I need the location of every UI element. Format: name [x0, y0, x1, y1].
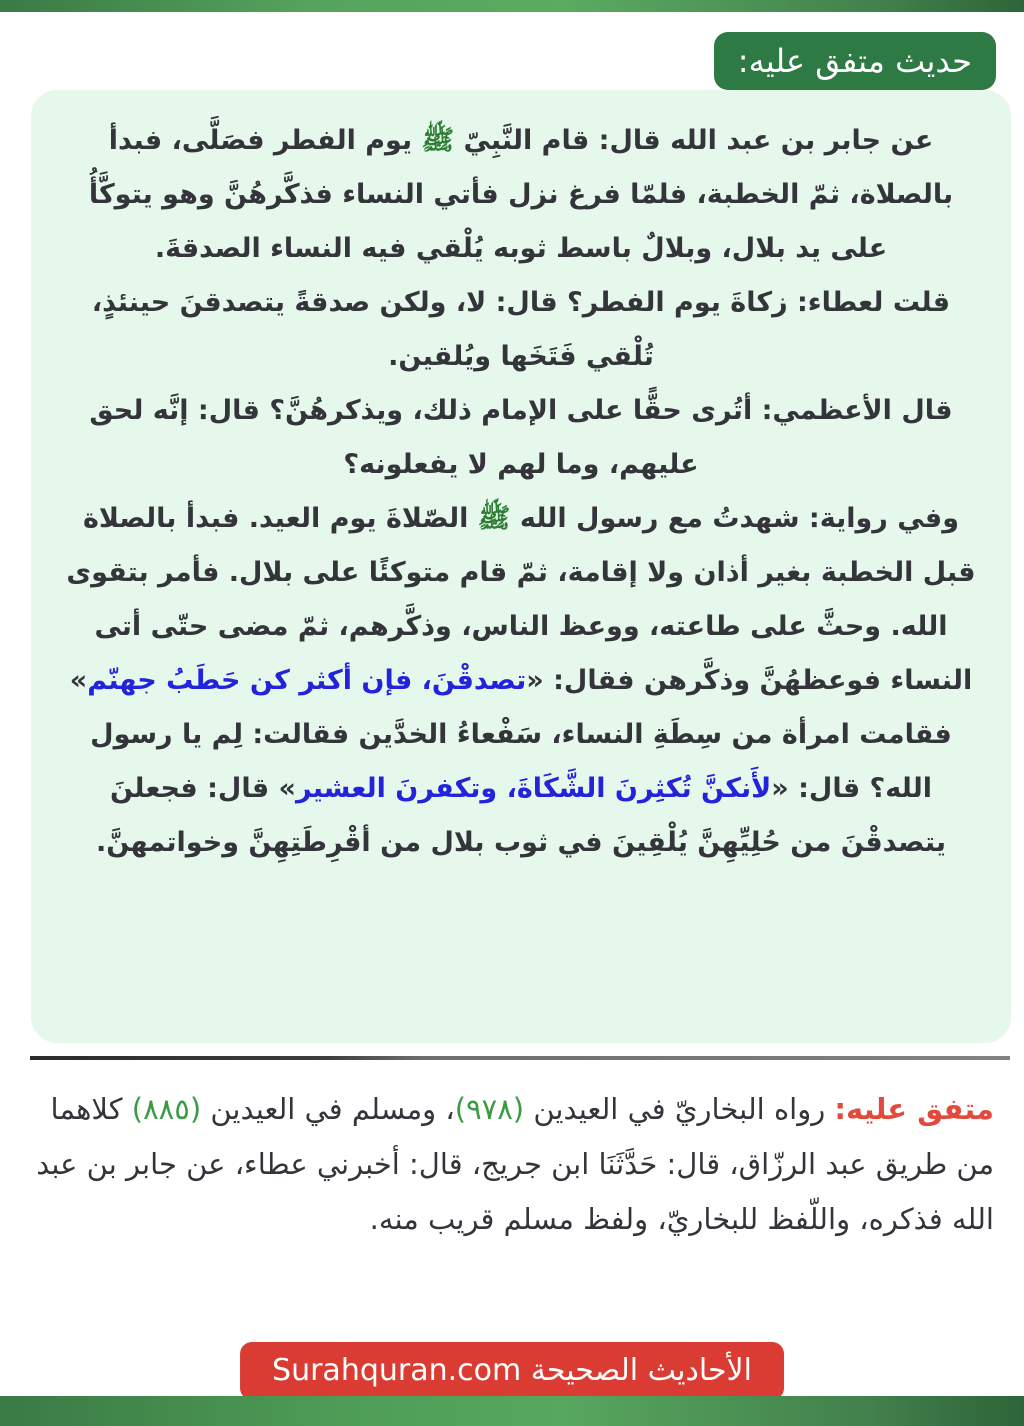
hadith-text: » قال: فجعلنَ يتصدقْنَ من حُلِيِّهِنَّ يُلْقِينَ في ثوب بلال من أقْرِطَتِهِنَّ وخواتمهنَّ. — [95, 773, 947, 858]
top-accent-bar — [0, 0, 1024, 12]
hadith-text: الصّلاةَ يوم العيد. فبدأ بالصلاة قبل الخطبة بغير أذان ولا إقامة، ثمّ قام متوكئًا على بلال. فأمر بتقوى الله. وحثَّ على طاعته، ووعظ الناس، وذكَّرهم، ثمّ مضى حتّى أتى النساء فوعظهُنَّ وذكَّرهن فقال: « — [66, 503, 976, 696]
takhrij-text: رواه البخاريّ في العيدين — [524, 1092, 835, 1126]
hadith-reference-number: (٩٧٨) — [454, 1092, 525, 1126]
hadith-text: وفي رواية: شهدتُ مع رسول الله — [510, 503, 959, 534]
hadith-paragraph — [61, 114, 981, 276]
separator-line — [30, 1056, 1010, 1060]
bottom-accent-bar — [0, 1396, 1024, 1426]
hadith-type-badge: حديث متفق عليه: — [714, 32, 996, 90]
hadith-paragraph — [61, 384, 981, 492]
hadith-text: » فقامت امرأة من سِطَةِ النساء، سَفْعاءُ الخدَّين فقالت: لِم يا رسول الله؟ قال: « — [69, 665, 952, 804]
saw-symbol: ﷺ — [421, 125, 455, 156]
takhrij-text: كلاهما من طريق عبد الرزّاق، قال: حَدَّثَنَا ابن جريج، قال: أخبرني عطاء، عن جابر بن عبد الله فذكره، واللّفظ للبخاريّ، ولفظ مسلم قريب منه. — [36, 1092, 994, 1236]
hadith-text: قلت لعطاء: زكاةَ يوم الفطر؟ قال: لا، ولكن صدقةً يتصدقنَ حينئذٍ، تُلْقي فَتَخَها ويُلقين. — [91, 287, 951, 372]
hadith-text-box — [31, 90, 1011, 1043]
hadith-quote-highlight: تصدقْنَ، فإن أكثر كن حَطَبُ جهنّم — [87, 665, 527, 696]
takhrij-heading: متفق عليه: — [834, 1092, 994, 1126]
hadith-text: قال الأعظمي: أتُرى حقًّا على الإمام ذلك، ويذكرهُنَّ؟ قال: إنَّه لحق عليهم، وما لهم لا يفعلونه؟ — [89, 395, 953, 480]
takhrij-text: ، ومسلم في العيدين — [201, 1092, 455, 1126]
saw-symbol: ﷺ — [477, 503, 511, 534]
header-row — [0, 12, 1024, 90]
hadith-text: عن جابر بن عبد الله قال: قام النَّبِيّ — [454, 125, 934, 156]
hadith-text: يوم الفطر فصَلَّى، فبدأ بالصلاة، ثمّ الخطبة، فلمّا فرغ نزل فأتي النساء فذكَّرهُنَّ وهو يتوكَّأُ على يد بلال، وبلالٌ باسط ثوبه يُلْقي فيه النساء الصدقةَ. — [88, 125, 954, 264]
hadith-quote-highlight: لأَنكنَّ تُكثِرنَ الشَّكَاةَ، وتكفرنَ العشير — [295, 773, 772, 804]
site-footer-badge[interactable]: الأحاديث الصحيحة Surahquran.com — [240, 1342, 784, 1400]
takhrij-paragraph — [30, 1082, 994, 1247]
hadith-paragraph — [61, 276, 981, 384]
hadith-reference-number: (٨٨٥) — [131, 1092, 202, 1126]
hadith-paragraph — [61, 492, 981, 870]
